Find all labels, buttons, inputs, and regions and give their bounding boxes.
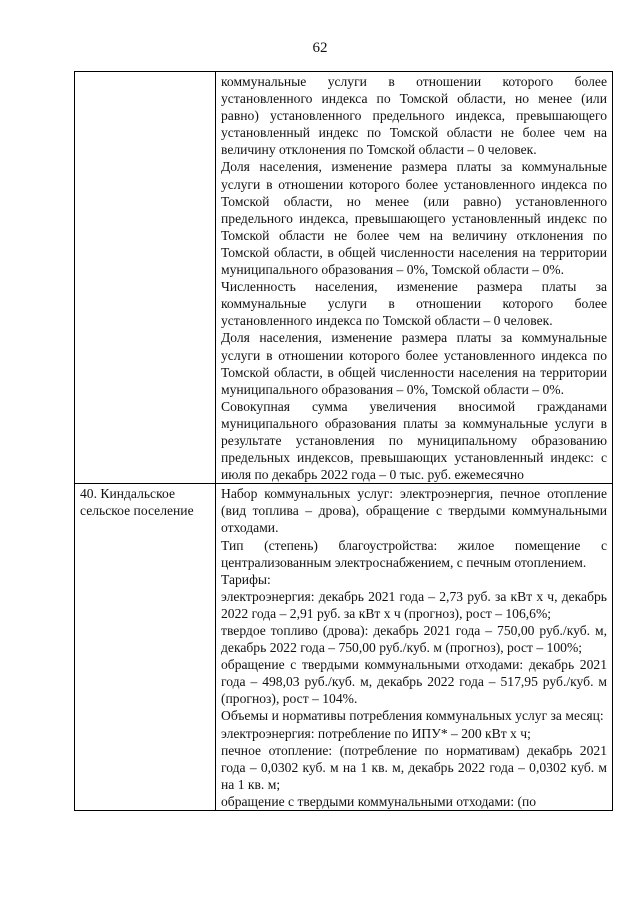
paragraph: печное отопление: (потребление по нормативам) декабрь 2021 года – 0,0302 куб. м на 1 кв. м, декабрь 2022 года – 0,0302 куб. м на 1 кв. м; bbox=[221, 742, 607, 792]
paragraph: Объемы и нормативы потребления коммунальных услуг за месяц: bbox=[221, 708, 604, 724]
paragraph: обращение с твердыми коммунальными отходами: декабрь 2021 года – 498,03 руб./куб. м, декабрь 2022 года – 517,95 руб./куб. м (прогноз), рост – 104%. bbox=[221, 657, 607, 707]
paragraph: Совокупная сумма увеличения вносимой гражданами муниципального образования платы за коммунальные услуги в результате установления по муниципальному образованию предельных индексов, превышающих установленный индекс: с июля по декабрь 2022 года – 0 тыс. руб. ежемесячно bbox=[221, 398, 607, 483]
paragraph: обращение с твердыми коммунальными отходами: (по bbox=[221, 793, 537, 809]
row-content-cell bbox=[216, 72, 613, 484]
table-row bbox=[75, 484, 613, 811]
row-content-cell bbox=[216, 484, 613, 811]
row-label-cell bbox=[75, 72, 216, 484]
document-table bbox=[74, 71, 613, 811]
paragraph: Доля населения, изменение размера платы за коммунальные услуги в отношении которого более установленного индекса по Томской области, но менее (или равно) установленного предельного индекса, превышающего установленный индекс по Томской области не более чем на величину отклонения по Томской области, в общей численности населения на территории муниципального образования – 0%, Томской области – 0%. bbox=[221, 159, 607, 278]
paragraph: коммунальные услуги в отношении которого более установленного индекса по Томской области, но менее (или равно) установленного предельного индекса, превышающего установленный индекс по Томской области не более чем на величину отклонения по Томской области – 0 человек. bbox=[221, 74, 607, 158]
table-row bbox=[75, 72, 613, 484]
paragraph: Численность населения, изменение размера платы за коммунальные услуги в отношении которого более установленного индекса по Томской области – 0 человек. bbox=[221, 279, 607, 329]
paragraph: Набор коммунальных услуг: электроэнергия, печное отопление (вид топлива – дрова), обращение с твердыми коммунальными отходами. bbox=[221, 486, 607, 536]
paragraph: Тип (степень) благоустройства: жилое помещение с централизованным электроснабжением, с печным отоплением. bbox=[221, 537, 607, 570]
paragraph: электроэнергия: потребление по ИПУ* – 200 кВт х ч; bbox=[221, 725, 531, 741]
paragraph: электроэнергия: декабрь 2021 года – 2,73 руб. за кВт х ч, декабрь 2022 года – 2,91 руб. за кВт х ч (прогноз), рост – 106,6%; bbox=[221, 588, 607, 621]
page-number: 62 bbox=[312, 40, 328, 56]
row-label-cell: 40. Киндальское сельское поселение bbox=[75, 484, 216, 811]
paragraph: Доля населения, изменение размера платы за коммунальные услуги в отношении которого более установленного индекса по Томской области, в общей численности населения на территории муниципального образования – 0%, Томской области – 0%. bbox=[221, 330, 607, 397]
paragraph: Тарифы: bbox=[221, 571, 271, 587]
paragraph: твердое топливо (дрова): декабрь 2021 года – 750,00 руб./куб. м, декабрь 2022 года – 750,00 руб./куб. м (прогноз), рост – 100%; bbox=[221, 623, 607, 656]
